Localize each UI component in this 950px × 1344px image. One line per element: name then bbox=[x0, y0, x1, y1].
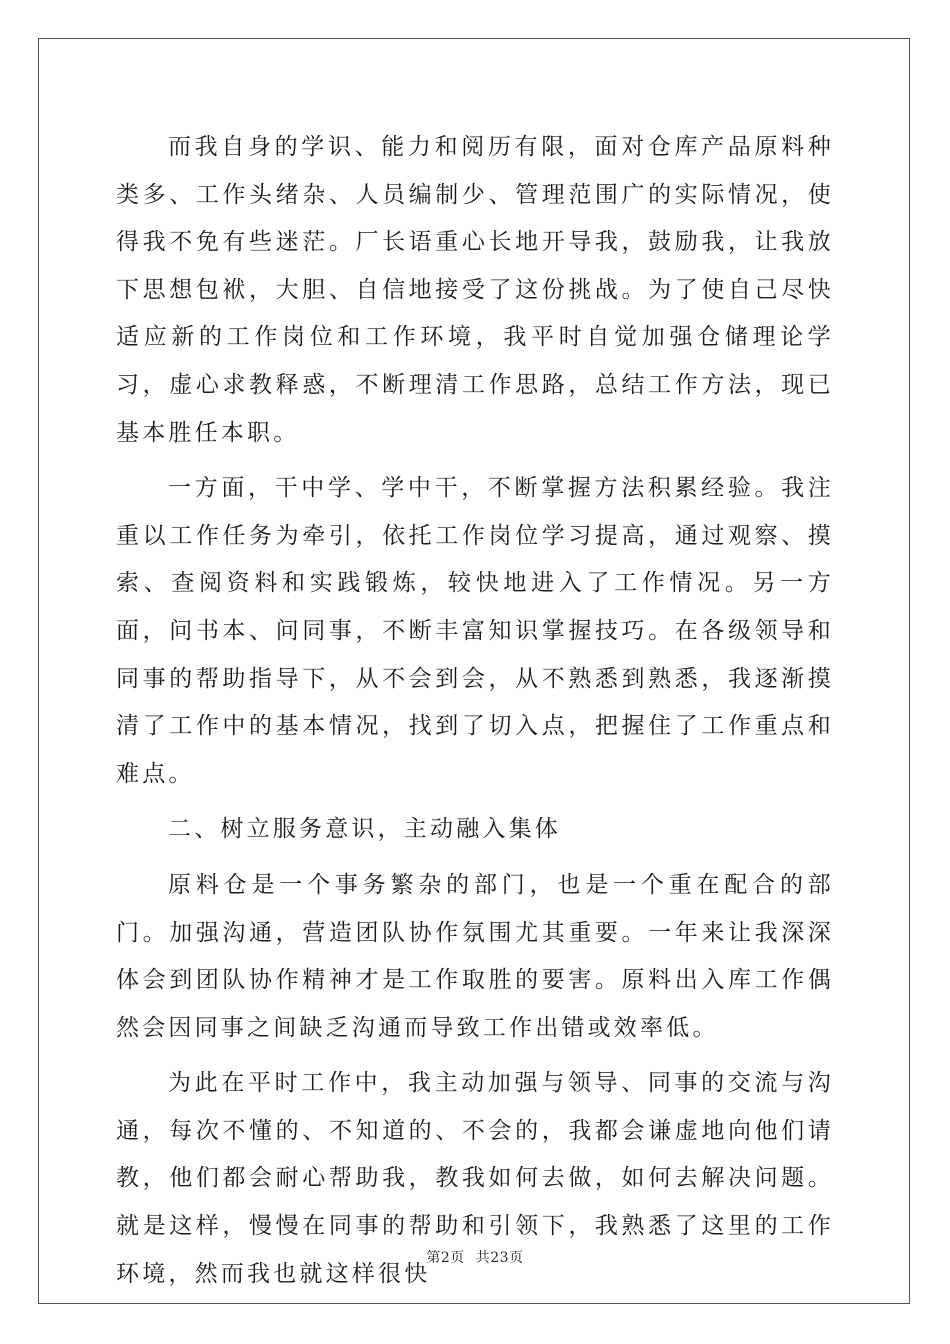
paragraph-2: 一方面，干中学、学中干，不断掌握方法积累经验。我注重以工作任务为牵引，依托工作岗位学习提高，通过观察、摸索、查阅资料和实践锻炼，较快地进入了工作情况。另一方面，问书本、问同事，不断丰富知识掌握技巧。在各级领导和同事的帮助指导下，从不会到会，从不熟悉到熟悉，我逐渐摸清了工作中的基本情况，找到了切入点，把握住了工作重点和难点。 bbox=[116, 475, 834, 787]
paragraph-3: 原料仓是一个事务繁杂的部门，也是一个重在配合的部门。加强沟通，营造团队协作氛围尤其重要。一年来让我深深体会到团队协作精神才是工作取胜的要害。原料出入库工作偶然会因同事之间缺乏沟通而导致工作出错或效率低。 bbox=[116, 871, 834, 1041]
page-number: 第2页 bbox=[426, 1250, 465, 1266]
paragraph-1: 而我自身的学识、能力和阅历有限，面对仓库产品原料种类多、工作头绪杂、人员编制少、管理范围广的实际情况，使得我不免有些迷茫。厂长语重心长地开导我，鼓励我，让我放下思想包袱，大胆、自信地接受了这份挑战。为了使自己尽快适应新的工作岗位和工作环境，我平时自觉加强仓储理论学习，虚心求教释惑，不断理清工作思路，总结工作方法，现已基本胜任本职。 bbox=[116, 134, 834, 446]
section-heading: 二、树立服务意识，主动融入集体 bbox=[168, 816, 561, 843]
document-body bbox=[116, 124, 834, 1298]
paragraph-4: 为此在平时工作中，我主动加强与领导、同事的交流与沟通，每次不懂的、不知道的、不会的，我都会谦虚地向他们请教，他们都会耐心帮助我，教我如何去做，如何去解决问题。就是这样，慢慢在同事的帮助和引领下，我熟悉了这里的工作环境，然而我也就这样很快 bbox=[116, 1070, 834, 1287]
total-pages: 共23页 bbox=[475, 1250, 524, 1266]
page-footer bbox=[0, 1247, 950, 1267]
